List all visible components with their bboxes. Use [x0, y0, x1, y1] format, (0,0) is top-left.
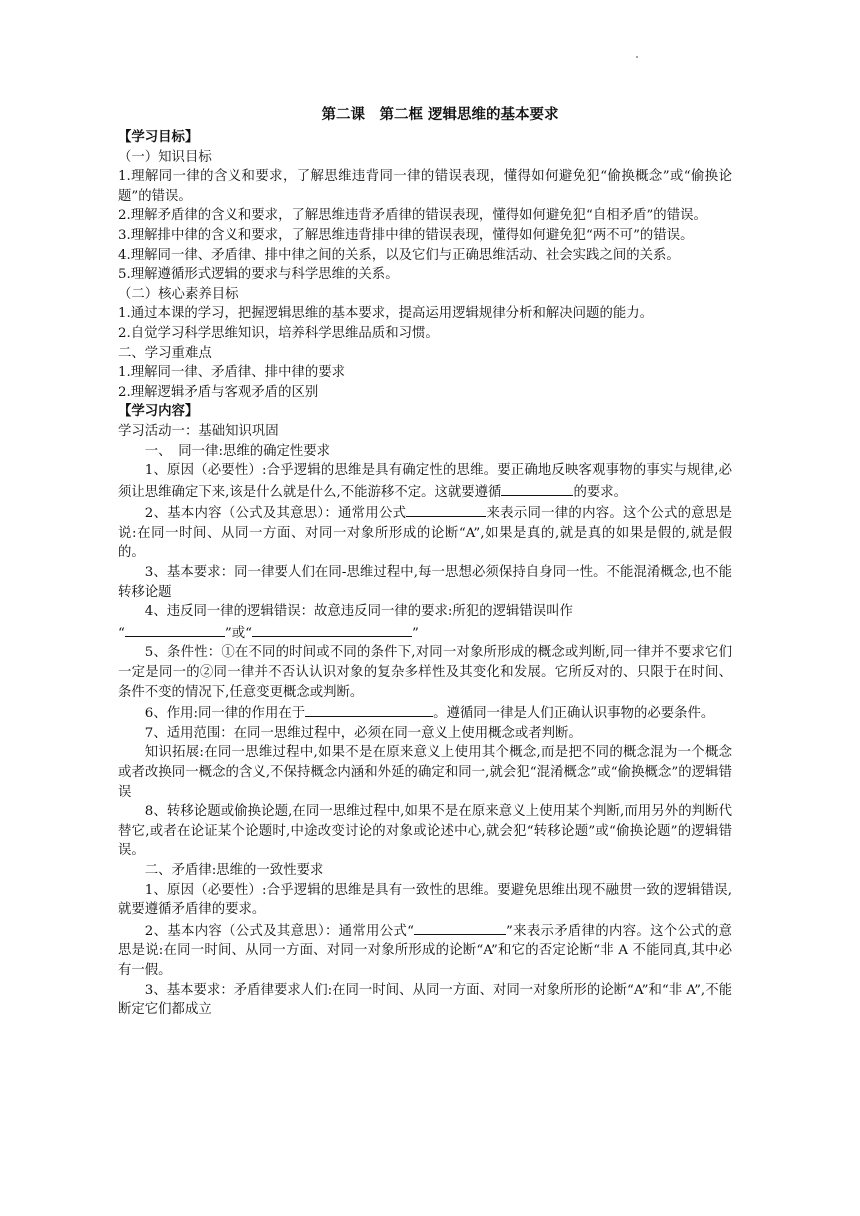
content-heading: 【学习内容】	[118, 404, 199, 420]
s1-content-tail: 来表示同一律的内容。这个公式的意思是说:在同一时间、从同一方面、对同一对象所形成的论断“A”,如果是真的,就是真的如果是假的,就是假的。	[118, 506, 732, 561]
section2-heading: 二、矛盾律:思维的一致性要求	[144, 862, 324, 878]
s1-scope: 7、适用范围：在同一思维过程中，必须在同一意义上使用概念或者判断。	[144, 725, 582, 741]
fill-blank-3[interactable]	[125, 622, 225, 637]
s1-content-text: 2、基本内容（公式及其意思）：通常用公式	[144, 506, 407, 522]
key-item-2: 2.理解逻辑矛盾与客观矛盾的区别	[118, 384, 319, 400]
core-heading: （二）核心素养目标	[118, 286, 239, 302]
knowledge-item-5: 5.理解遵循形式逻辑的要求与科学思维的关系。	[118, 267, 399, 283]
s1-topic-shift: 8、转移论题或偷换论题,在同一思维过程中,如果不是在原来意义上使用某个判断,而用另外的判断代替它,或者在论证某个论题时,中途改变讨论的对象或论述中心,就会犯“转移论题”或“偷换论题”的逻辑错误。	[118, 804, 732, 859]
quote-close: ”	[411, 625, 419, 641]
s1-reason-tail: 的要求。	[573, 484, 628, 500]
fill-blank-6[interactable]	[414, 920, 506, 935]
knowledge-item-1: 1.理解同一律的含义和要求，了解思维违背同一律的错误表现，懂得如何避免犯“偷换概念”或“偷换论题”的错误。	[118, 169, 732, 204]
quote-or: ”或“	[224, 625, 252, 641]
section1-heading: 一、 同一律:思维的确定性要求	[144, 443, 331, 459]
activity-heading: 学习活动一：基础知识巩固	[118, 423, 279, 439]
s1-extension: 知识拓展:在同一思维过程中,如果不是在原来意义上使用其个概念,而是把不同的概念混为一个概念或者改换同一概念的含义,不保持概念内涵和外延的确定和同一,就会犯“混淆概念”或“偷换概念”的逻辑错误	[118, 745, 732, 800]
s1-error-blanks	[118, 622, 732, 644]
s1-content	[118, 502, 732, 563]
s1-function-tail: 。遵循同一律是人们正确认识事物的必要条件。	[433, 706, 715, 722]
fill-blank-4[interactable]	[252, 622, 412, 637]
s2-content-tail: ”来表示矛盾律的内容。这个公式的意思是说:在同一时间、从同一方面、对同一对象所形成的论断“A”和它的否定论断“非 A 不能同真,其中必有一假。	[118, 923, 732, 978]
s1-reason	[118, 461, 732, 502]
s1-function-text: 6、作用:同一律的作用在于	[144, 706, 306, 722]
fill-blank-5[interactable]	[305, 702, 433, 717]
knowledge-item-3: 3.理解排中律的含义和要求，了解思维违背排中律的错误表现，懂得如何避免犯“两不可”的错误。	[118, 227, 694, 243]
s2-content-text: 2、基本内容（公式及其意思）：通常用公式“	[144, 923, 414, 939]
core-item-1: 1.通过本课的学习，把握逻辑思维的基本要求，提高运用逻辑规律分析和解决问题的能力。	[118, 306, 654, 322]
fill-blank-1[interactable]	[501, 481, 573, 496]
key-heading: 二、学习重难点	[118, 345, 212, 361]
page-title: 第二课 第二框 逻辑思维的基本要求	[321, 107, 559, 123]
goals-heading: 【学习目标】	[118, 130, 199, 145]
s1-function	[118, 702, 732, 724]
key-item-1: 1.理解同一律、矛盾律、排中律的要求	[118, 365, 346, 381]
s2-reason: 1、原因（必要性）:合乎逻辑的思维是具有一致性的思维。要避免思维出现不融贯一致的逻辑错误,就要遵循矛盾律的要求。	[118, 882, 732, 918]
fill-blank-2[interactable]	[406, 502, 486, 517]
knowledge-item-2: 2.理解矛盾律的含义和要求，了解思维违背矛盾律的错误表现，懂得如何避免犯“自相矛盾”的错误。	[118, 208, 707, 224]
knowledge-heading: （一）知识目标	[118, 149, 212, 165]
s2-requirement: 3、基本要求：矛盾律要求人们:在同一时间、从同一方面、对同一对象所形的论断“A”和“非 A”,不能断定它们都成立	[118, 982, 732, 1018]
core-item-2: 2.自觉学习科学思维知识，培养科学思维品质和习惯。	[118, 325, 439, 341]
knowledge-item-4: 4.理解同一律、矛盾律、排中律之间的关系，以及它们与正确思维活动、社会实践之间的关系。	[118, 247, 680, 263]
s2-content	[118, 920, 732, 981]
page-mark-dot	[636, 56, 638, 58]
document-page	[118, 104, 732, 1020]
s1-condition: 5、条件性：①在不同的时间或不同的条件下,对同一对象所形成的概念或判断,同一律并不要求它们一定是同一的②同一律并不否认认识对象的复杂多样性及其变化和发展。它所反对的、只限于在时间、条件不变的情况下,任意变更概念或判断。	[118, 645, 732, 700]
s1-error: 4、违反同一律的逻辑错误：故意违反同一律的要求:所犯的逻辑错误叫作	[144, 604, 573, 620]
quote-open: “	[118, 625, 125, 641]
s1-reason-text: 1、原因（必要性）:合乎逻辑的思维是具有确定性的思维。要正确地反映客观事物的事实与规律,必须让思维确定下来,该是什么就是什么,不能游移不定。这就要遵循	[118, 463, 732, 500]
s1-requirement: 3、基本要求：同一律要人们在同-思维过程中,每一思想必须保持自身同一性。不能混淆概念,也不能转移论题	[118, 565, 732, 600]
